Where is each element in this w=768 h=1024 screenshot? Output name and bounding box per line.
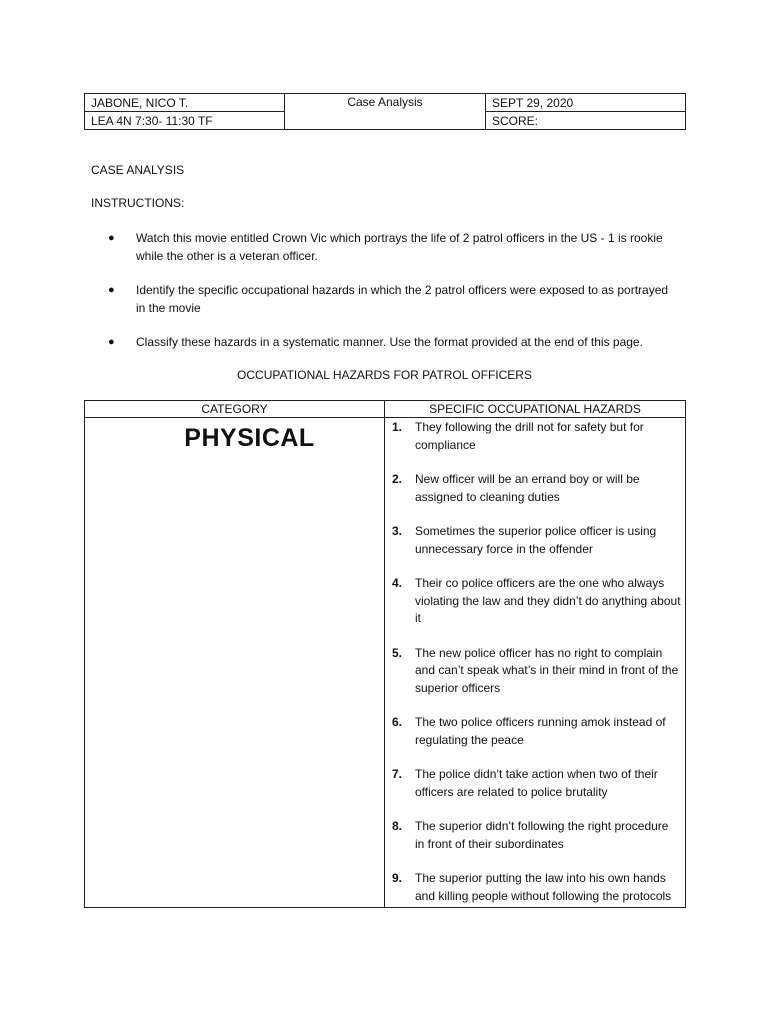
- instruction-item: [108, 333, 678, 351]
- score-label: SCORE:: [486, 112, 686, 130]
- hazards-cell: [385, 418, 686, 908]
- instruction-text: Identify the specific occupational hazards in which the 2 patrol officers were exposed to as portrayed in the movie: [136, 283, 669, 315]
- hazard-text: The superior didn’t following the right procedure in front of their subordinates: [415, 819, 669, 851]
- bullet-icon: ●: [108, 232, 115, 244]
- class-section: LEA 4N 7:30- 11:30 TF: [85, 112, 285, 130]
- hazards-list: [385, 419, 685, 905]
- bullet-icon: ●: [108, 284, 115, 296]
- list-item: [385, 645, 681, 698]
- header-row: [85, 94, 686, 112]
- list-item: [385, 818, 681, 853]
- item-number: 5.: [392, 645, 403, 660]
- instructions-list: [108, 229, 678, 367]
- hazard-text: Their co police officers are the one who always violating the law and they didn’t do anything about it: [415, 576, 681, 625]
- hazard-text: They following the drill not for safety but for compliance: [415, 420, 644, 452]
- item-number: 9.: [392, 871, 403, 885]
- list-item: [385, 575, 681, 628]
- hazards-column-header: SPECIFIC OCCUPATIONAL HAZARDS: [385, 401, 686, 418]
- section-title: CASE ANALYSIS: [91, 163, 185, 177]
- hazards-table-title: OCCUPATIONAL HAZARDS FOR PATROL OFFICERS: [237, 368, 532, 382]
- list-item: [385, 870, 681, 905]
- hazards-table: [84, 400, 686, 908]
- list-item: [385, 471, 681, 506]
- category-cell: [85, 418, 385, 908]
- category-name: PHYSICAL: [184, 424, 315, 452]
- list-item: [385, 419, 681, 454]
- list-item: [385, 766, 681, 801]
- list-item: [385, 714, 681, 749]
- item-number: 3.: [392, 524, 403, 538]
- hazard-text: The two police officers running amok instead of regulating the peace: [415, 715, 666, 747]
- hazard-text: The superior putting the law into his own hands and killing people without following the protocols: [415, 871, 672, 903]
- instruction-item: [108, 229, 678, 265]
- instruction-text: Watch this movie entitled Crown Vic which portrays the life of 2 patrol officers in the US - 1 is rookie while the other is a veteran officer.: [136, 231, 663, 263]
- table-row: [85, 418, 686, 908]
- student-name: JABONE, NICO T.: [85, 94, 285, 112]
- item-number: 2.: [392, 472, 403, 486]
- hazard-text: New officer will be an errand boy or will be assigned to cleaning duties: [415, 472, 640, 504]
- hazard-text: Sometimes the superior police officer is using unnecessary force in the offender: [415, 524, 657, 556]
- instruction-item: [108, 281, 678, 317]
- hazard-text: The police didn’t take action when two of their officers are related to police brutality: [415, 767, 658, 799]
- instruction-text: Classify these hazards in a systematic manner. Use the format provided at the end of this page.: [136, 335, 643, 349]
- hazard-text: The new police officer has no right to complain and can’t speak what’s in their mind in front of the superior officers: [415, 645, 679, 695]
- item-number: 6.: [392, 715, 403, 729]
- item-number: 7.: [392, 767, 403, 781]
- instructions-label: INSTRUCTIONS:: [91, 196, 185, 210]
- header-table: [84, 93, 686, 130]
- item-number: 1.: [392, 420, 403, 434]
- subject-title: Case Analysis: [285, 94, 486, 130]
- submission-date: SEPT 29, 2020: [486, 94, 686, 112]
- list-item: [385, 523, 681, 558]
- item-number: 8.: [392, 819, 403, 833]
- item-number: 4.: [392, 576, 403, 590]
- bullet-icon: ●: [108, 336, 115, 348]
- table-header-row: [85, 401, 686, 418]
- category-column-header: CATEGORY: [85, 401, 385, 418]
